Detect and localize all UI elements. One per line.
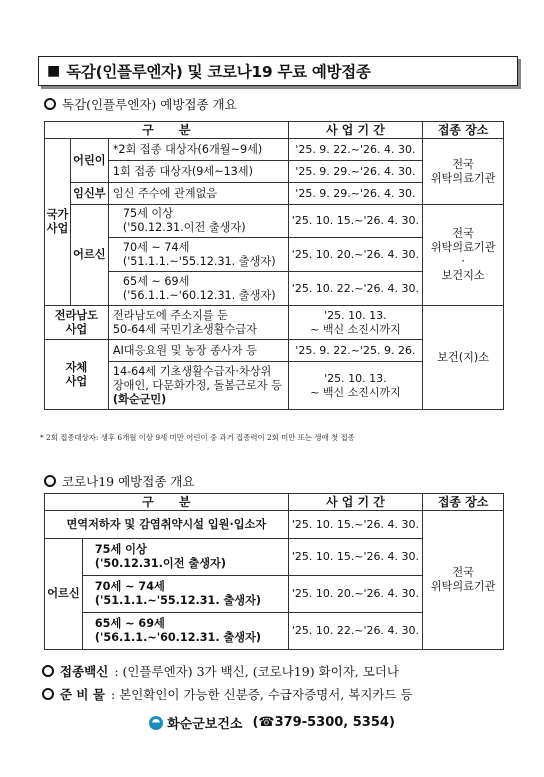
target-cell: 전라남도에 주소지를 둔 50-64세 국민기초생활수급자 [108, 306, 288, 340]
place-cell: 보건(지)소 [423, 306, 504, 410]
bullet-materials [42, 685, 413, 703]
self-label: 자체 사업 [45, 340, 109, 410]
header-place: 접종 장소 [423, 122, 504, 139]
target-cell: 65세 ~ 69세 ('56.1.1.~'60.12.31. 출생자) [108, 272, 288, 306]
period-cell: '25. 10. 15.~'26. 4. 30. [288, 539, 423, 576]
table-row [45, 205, 504, 238]
table-header-row [45, 494, 504, 511]
bullet-text: : 본인확인이 가능한 신분증, 수급자증명서, 복지카드 등 [110, 687, 413, 702]
senior-label: 어르신 [45, 539, 83, 650]
bullet-vaccines [42, 662, 399, 680]
period-cell: '25. 10. 15.~'26. 4. 30. [288, 205, 423, 238]
pregnant-label: 임신부 [70, 183, 108, 205]
period-cell: '25. 9. 22.~'25. 9. 26. [288, 340, 423, 362]
flu-section-heading [44, 95, 237, 113]
target-bold-text: (화순군민) [112, 392, 167, 406]
period-cell: '25. 9. 22.~'26. 4. 30. [288, 139, 423, 161]
senior-label: 어르신 [70, 205, 108, 306]
covid-heading-text: 코로나19 예방접종 개요 [62, 474, 195, 489]
place-cell: 전국 위탁의료기관 [423, 139, 504, 205]
period-cell: '25. 10. 13. ~ 백신 소진시까지 [288, 362, 423, 410]
period-cell: '25. 10. 15.~'26. 4. 30. [288, 511, 423, 539]
period-cell: '25. 10. 22.~'26. 4. 30. [288, 272, 423, 306]
target-cell: 70세 ~ 74세 ('51.1.1.~'55.12.31. 출생자) [82, 576, 288, 613]
covid-section-heading [44, 472, 195, 490]
period-cell: '25. 10. 22.~'26. 4. 30. [288, 613, 423, 650]
document-title [38, 56, 518, 86]
target-text: 14-64세 기초생활수급자·차상위 장애인, 다문화가정, 돌봄근로자 등 [112, 364, 282, 392]
table-row [45, 511, 504, 539]
target-cell [108, 362, 288, 410]
target-cell: *2회 접종 대상자(6개월~9세) [108, 139, 288, 161]
title-text: 독감(인플루엔자) 및 코로나19 무료 예방접종 [66, 63, 371, 81]
table-row [45, 306, 504, 340]
circle-bullet-icon [42, 665, 54, 677]
target-cell: AI대응요원 및 농장 종사자 등 [108, 340, 288, 362]
jeonnam-label: 전라남도 사업 [45, 306, 109, 340]
period-cell: '25. 10. 13. ~ 백신 소진시까지 [288, 306, 423, 340]
circle-bullet-icon [44, 475, 56, 487]
footnote: * 2회 접종대상자: 생후 6개월 이상 9세 미만 어린이 중 과거 접종력이 2회 미만 또는 생애 첫 접종 [40, 433, 355, 442]
header-division: 구 분 [45, 494, 289, 511]
logo-icon [149, 716, 163, 730]
header-division: 구 분 [45, 122, 289, 139]
target-cell: 임신 주수에 관계없음 [108, 183, 288, 205]
circle-bullet-icon [44, 98, 56, 110]
bullet-text: : (인플루엔자) 3가 백신, (코로나19) 화이자, 모더나 [114, 664, 399, 679]
flu-heading-text: 독감(인플루엔자) 예방접종 개요 [62, 97, 237, 112]
bullet-label: 준 비 물 [60, 687, 105, 702]
header-period: 사 업 기 간 [288, 122, 423, 139]
table-header-row [45, 122, 504, 139]
flu-table [44, 121, 504, 410]
child-label: 어린이 [70, 139, 108, 183]
target-cell: 75세 이상 ('50.12.31.이전 출생자) [82, 539, 288, 576]
square-bullet-icon: ■ [47, 63, 61, 79]
period-cell: '25. 9. 29.~'26. 4. 30. [288, 161, 423, 183]
period-cell: '25. 10. 20.~'26. 4. 30. [288, 576, 423, 613]
target-cell: 75세 이상 ('50.12.31.이전 출생자) [108, 205, 288, 238]
target-cell: 면역저하자 및 감염취약시설 입원·입소자 [45, 511, 289, 539]
bullet-label: 접종백신 [60, 664, 109, 679]
national-label: 국가 사업 [45, 139, 71, 306]
place-cell: 전국 위탁의료기관 · 보건지소 [423, 205, 504, 306]
footer-org: 화순군보건소 [167, 717, 243, 732]
circle-bullet-icon [42, 688, 54, 700]
target-cell: 1회 접종 대상자(9세~13세) [108, 161, 288, 183]
header-place: 접종 장소 [423, 494, 504, 511]
footer-phone: (☎379-5300, 5354) [252, 715, 395, 730]
target-cell: 70세 ~ 74세 ('51.1.1.~'55.12.31. 출생자) [108, 238, 288, 272]
place-cell: 전국 위탁의료기관 [423, 511, 504, 650]
period-cell: '25. 10. 20.~'26. 4. 30. [288, 238, 423, 272]
period-cell: '25. 9. 29.~'26. 4. 30. [288, 183, 423, 205]
header-period: 사 업 기 간 [288, 494, 423, 511]
covid-table [44, 493, 504, 650]
table-row [45, 139, 504, 161]
target-cell: 65세 ~ 69세 ('56.1.1.~'60.12.31. 출생자) [82, 613, 288, 650]
footer [0, 713, 544, 732]
